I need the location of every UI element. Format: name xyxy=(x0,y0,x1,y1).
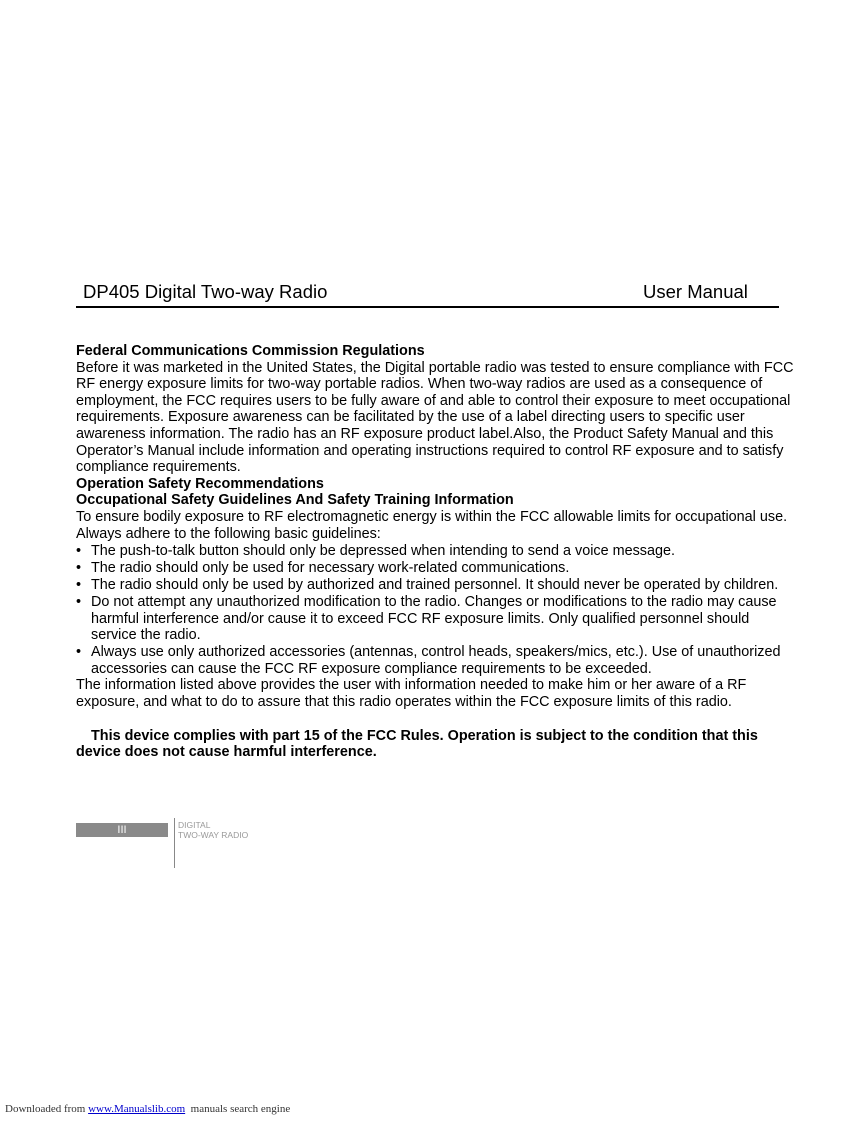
footer-prefix: Downloaded from xyxy=(5,1103,89,1115)
closing-paragraph xyxy=(76,677,816,710)
fcc-paragraph xyxy=(76,360,816,476)
list-item xyxy=(76,594,816,644)
document-type: User Manual xyxy=(643,281,748,302)
logo-line2: TWO-WAY RADIO xyxy=(178,829,249,840)
bullet-icon: • xyxy=(76,644,82,661)
manualslib-link[interactable]: www.Manualslib.com xyxy=(88,1103,186,1115)
list-item-line: harmful interference and/or cause it to exceed FCC RF exposure limits. Only qualified personnel should xyxy=(91,610,750,627)
logo-line1: DIGITAL xyxy=(178,820,211,830)
list-item xyxy=(76,560,816,577)
occ-paragraph xyxy=(76,509,816,542)
header-rule xyxy=(76,306,779,308)
ops-heading: Operation Safety Recommendations xyxy=(76,475,324,492)
fcc-heading: Federal Communications Commission Regulations xyxy=(76,343,425,359)
text-line: Before it was marketed in the United States, the Digital portable radio was tested to ensure compliance with FCC xyxy=(76,359,794,376)
list-item-line: service the radio. xyxy=(91,627,201,644)
list-item xyxy=(76,644,816,677)
text-line: exposure, and what to do to assure that this radio operates within the FCC exposure limits of this radio. xyxy=(76,693,732,710)
text-line: The information listed above provides the user with information needed to make him or her aware of a RF xyxy=(76,677,747,694)
text-line: requirements. Exposure awareness can be facilitated by the use of a label directing users to specific user xyxy=(76,409,745,426)
bullet-icon: • xyxy=(76,576,82,593)
body-text xyxy=(76,343,816,761)
logo-bar: III xyxy=(76,823,168,837)
text-line: To ensure bodily exposure to RF electromagnetic energy is within the FCC allowable limits for occupational use. xyxy=(76,508,788,525)
guidelines-list xyxy=(76,543,816,678)
bullet-icon: • xyxy=(76,542,82,559)
text-line: employment, the FCC requires users to be fully aware of and able to control their exposure to meet occupational xyxy=(76,392,791,409)
bullet-icon: • xyxy=(76,593,82,610)
list-item-line: Do not attempt any unauthorized modification to the radio. Changes or modifications to the radio may cause xyxy=(91,593,777,610)
fcc-notice xyxy=(76,728,816,761)
text-line: This device complies with part 15 of the FCC Rules. Operation is subject to the condition that this xyxy=(91,727,758,744)
logo-text xyxy=(178,821,248,840)
text-line: RF energy exposure limits for two-way portable radios. When two-way radios are used as a consequence of xyxy=(76,376,763,393)
footer-suffix: manuals search engine xyxy=(185,1103,291,1115)
list-item-line: Always use only authorized accessories (antennas, control heads, speakers/mics, etc.). Use of unauthorized xyxy=(91,644,781,661)
text-line: Operator’s Manual include information and operating instructions required to control RF exposure and to satisfy xyxy=(76,442,784,459)
list-item-line: accessories can cause the FCC RF exposure compliance requirements to be exceeded. xyxy=(91,660,652,677)
text-line: device does not cause harmful interference. xyxy=(76,744,377,761)
bullet-icon: • xyxy=(76,559,82,576)
list-item xyxy=(76,543,816,560)
text-line: awareness information. The radio has an RF exposure product label.Also, the Product Safety Manual and this xyxy=(76,425,774,442)
logo-divider xyxy=(174,818,175,868)
list-item-line: The radio should only be used for necessary work-related communications. xyxy=(91,559,570,576)
download-footer xyxy=(5,1103,290,1115)
list-item xyxy=(76,577,816,594)
text-line: Always adhere to the following basic guidelines: xyxy=(76,525,381,542)
text-line: compliance requirements. xyxy=(76,459,241,476)
list-item-line: The push-to-talk button should only be depressed when intending to send a voice message. xyxy=(91,542,675,559)
list-item-line: The radio should only be used by authorized and trained personnel. It should never be operated by children. xyxy=(91,576,779,593)
document-title: DP405 Digital Two-way Radio xyxy=(83,281,328,302)
occ-heading: Occupational Safety Guidelines And Safety Training Information xyxy=(76,492,514,509)
